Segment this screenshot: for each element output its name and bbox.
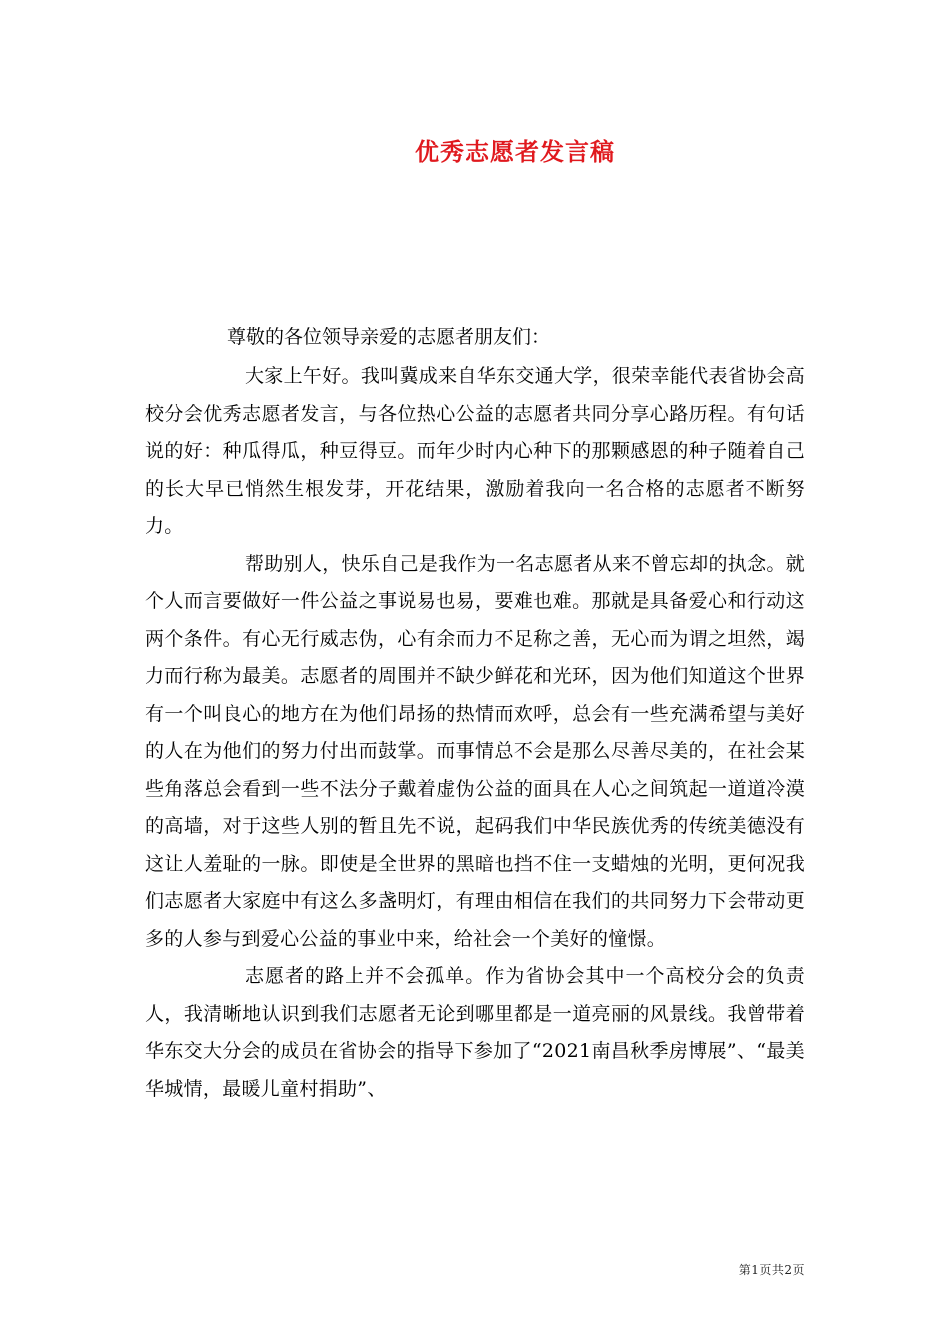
salutation: 尊敬的各位领导亲爱的志愿者朋友们：	[227, 326, 551, 348]
page-number: 第1页共2页	[738, 1263, 805, 1277]
document-body	[145, 321, 805, 1108]
paragraph: 大家上午好。我叫冀成来自华东交通大学，很荣幸能代表省协会高校分会优秀志愿者发言，与各位热心公益的志愿者共同分享心路历程。有句话说的好：种瓜得瓜，种豆得豆。而年少时内心种下的那颗感恩的种子随着自己的长大早已悄然生根发芽，开花结果，激励着我向一名合格的志愿者不断努力。	[145, 365, 805, 537]
paragraph: 帮助别人，快乐自己是我作为一名志愿者从来不曾忘却的执念。就个人而言要做好一件公益之事说易也易，要难也难。那就是具备爱心和行动这两个条件。有心无行威志伪，心有余而力不足称之善，无心而为谓之坦然，竭力而行称为最美。志愿者的周围并不缺少鲜花和光环，因为他们知道这个世界有一个叫良心的地方在为他们昂扬的热情而欢呼，总会有一些充满希望与美好的人在为他们的努力付出而鼓掌。而事情总不会是那么尽善尽美的，在社会某些角落总会看到一些不法分子戴着虚伪公益的面具在人心之间筑起一道道冷漠的高墙，对于这些人别的暂且先不说，起码我们中华民族优秀的传统美德没有这让人羞耻的一脉。即使是全世界的黑暗也挡不住一支蜡烛的光明，更何况我们志愿者大家庭中有这么多盏明灯，有理由相信在我们的共同努力下会带动更多的人参与到爱心公益的事业中来，给社会一个美好的憧憬。	[145, 552, 805, 950]
document-title: 优秀志愿者发言稿	[415, 137, 615, 166]
paragraph: 志愿者的路上并不会孤单。作为省协会其中一个高校分会的负责人，我清晰地认识到我们志愿者无论到哪里都是一道亮丽的风景线。我曾带着华东交大分会的成员在省协会的指导下参加了“2021南昌秋季房博展”、“最美华城情，最暖儿童村捐助”、	[145, 965, 805, 1100]
